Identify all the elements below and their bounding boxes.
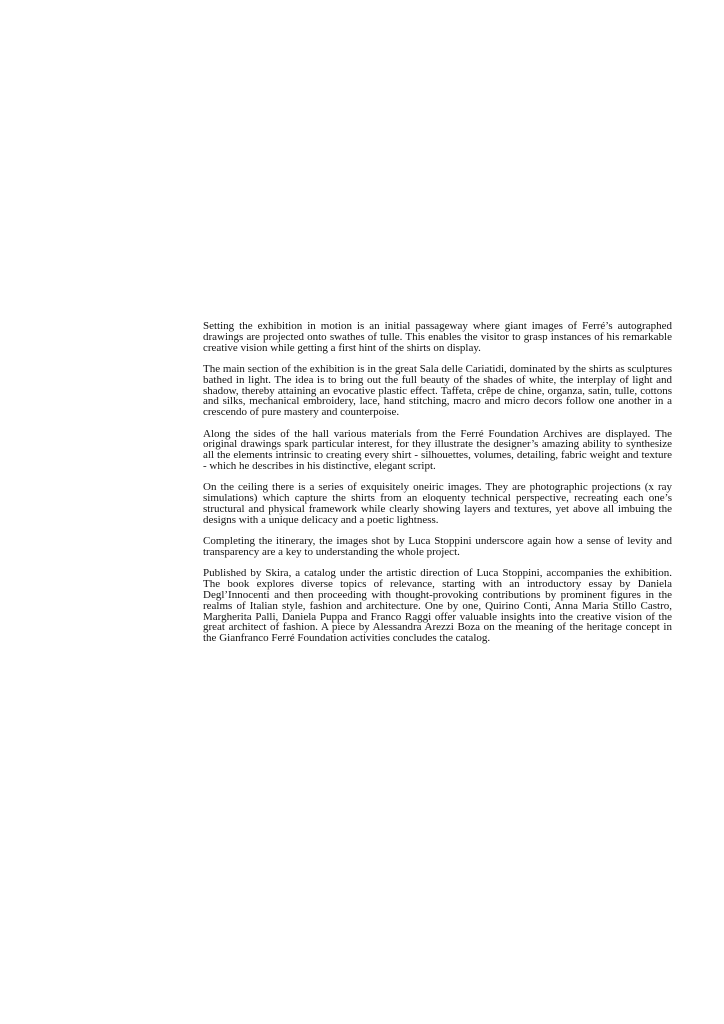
paragraph-itinerary: Completing the itinerary, the images shot by Luca Stoppini underscore again how a sense of levity and transparency are a key to understanding the whole project.	[203, 535, 672, 558]
paragraph-main-section: The main section of the exhibition is in the great Sala delle Cariatidi, dominated by the shirts as sculptures bathed in light. The idea is to bring out the full beauty of the shades of white, the interplay of light and shadow, thereby attaining an evocative plastic effect. Taffeta, crêpe de chine, organza, satin, tulle, cottons and silks, mechanical embroidery, lace, hand stitching, macro and micro decors follow one another in a crescendo of pure mastery and counterpoise.	[203, 362, 672, 419]
body-text	[203, 321, 672, 644]
paragraph-passageway: Setting the exhibition in motion is an initial passageway where giant images of Ferré’s autographed drawings are projected onto swathes of tulle. This enables the visitor to grasp instances of his remarkable creative vision while getting a first hint of the shirts on display.	[203, 320, 672, 354]
paragraph-archives: Along the sides of the hall various materials from the Ferré Foundation Archives are displayed. The original drawings spark particular interest, for they illustrate the designer’s amazing ability to synthesize all the elements intrinsic to creating every shirt - silhouettes, volumes, detailing, fabric weight and texture - which he describes in his distinctive, elegant script.	[203, 427, 672, 472]
paragraph-catalog: Published by Skira, a catalog under the artistic direction of Luca Stoppini, accompanies the exhibition. The book explores diverse topics of relevance, starting with an introductory essay by Daniela Degl’Innocenti and then proceeding with thought-provoking contributions by prominent figures in the realms of Italian style, fashion and architecture. One by one, Quirino Conti, Anna Maria Stillo Castro, Margherita Palli, Daniela Puppa and Franco Raggi offer valuable insights into the creative vision of the great architect of fashion. A piece by Alessandra Arezzi Boza on the meaning of the heritage concept in the Gianfranco Ferré Foundation activities concludes the catalog.	[203, 567, 672, 645]
paragraph-ceiling: On the ceiling there is a series of exquisitely oneiric images. They are photographic projections (x ray simulations) which capture the shirts from an eloquenty technical perspective, recreating each one’s structural and physical framework while clearly showing layers and textures, yet above all imbuing the designs with a unique delicacy and a poetic lightness.	[203, 481, 672, 526]
